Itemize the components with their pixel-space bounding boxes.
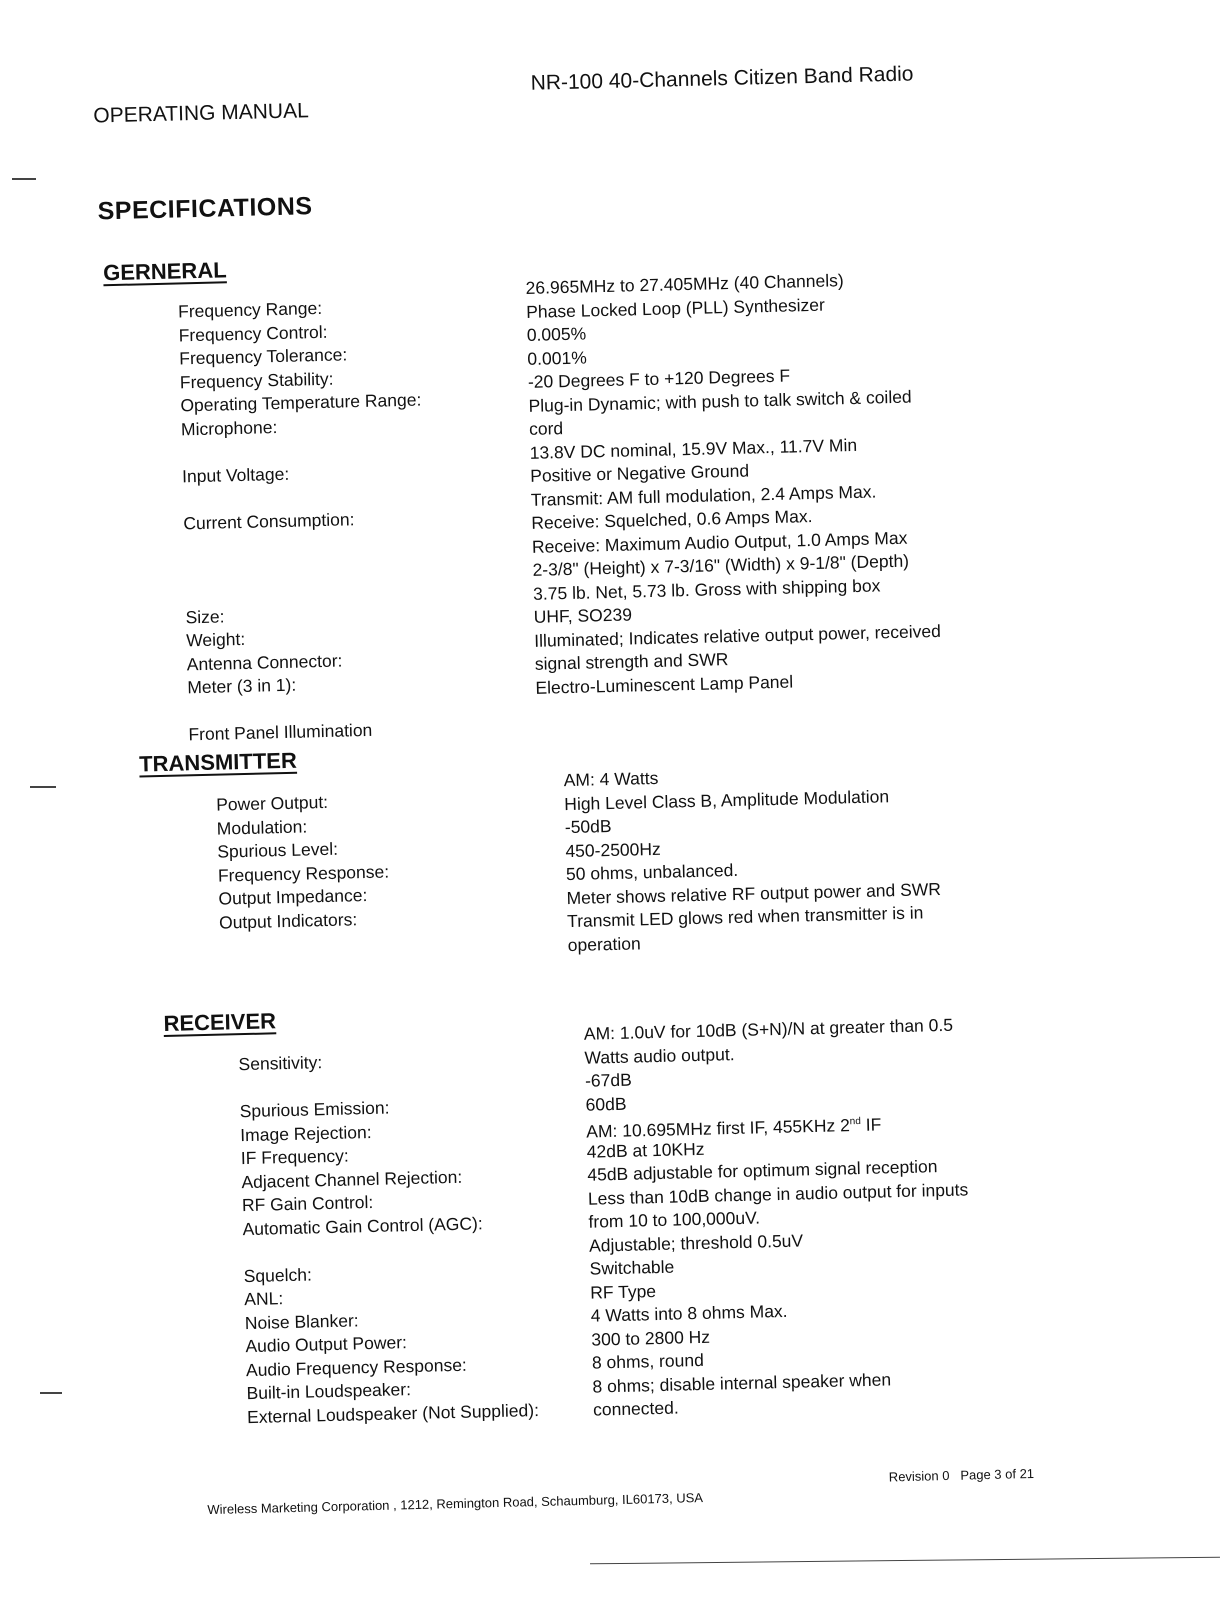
general-value: 26.965MHz to 27.405MHz (40 Channels) — [525, 270, 844, 298]
receiver-value: -67dB — [584, 1069, 632, 1091]
general-value: Illuminated; Indicates relative output power, received — [534, 620, 942, 651]
receiver-label: Noise Blanker: — [244, 1309, 359, 1333]
receiver-label: Audio Frequency Response: — [245, 1354, 468, 1380]
general-value: 0.005% — [526, 323, 587, 345]
receiver-label: Adjacent Channel Rejection: — [241, 1166, 463, 1192]
general-label: Operating Temperature Range: — [180, 389, 422, 416]
receiver-label: Spurious Emission: — [239, 1097, 390, 1122]
general-value: Receive: Squelched, 0.6 Amps Max. — [531, 506, 813, 533]
header-left: OPERATING MANUAL — [93, 99, 310, 128]
receiver-value: 45dB adjustable for optimum signal reception — [587, 1156, 938, 1185]
transmitter-value: AM: 4 Watts — [563, 767, 659, 791]
receiver-value: Switchable — [589, 1256, 675, 1279]
transmitter-label: Power Output: — [215, 791, 329, 815]
general-labels — [178, 295, 430, 747]
receiver-value: 42dB at 10KHz — [586, 1138, 705, 1162]
receiver-label: Audio Output Power: — [245, 1332, 408, 1357]
general-label: Frequency Control: — [178, 321, 328, 345]
receiver-value: RF Type — [589, 1280, 657, 1303]
transmitter-value: operation — [567, 932, 641, 955]
transmitter-label: Frequency Response: — [217, 860, 390, 886]
general-value: 0.001% — [527, 346, 587, 369]
if-frequency-text: AM: 10.695MHz first IF, 455KHz 2 — [586, 1115, 851, 1142]
receiver-label: Squelch: — [243, 1263, 313, 1286]
receiver-label: Automatic Gain Control (AGC): — [242, 1212, 483, 1239]
transmitter-value: Meter shows relative RF output power and SWR — [566, 878, 942, 908]
receiver-label: Sensitivity: — [238, 1052, 323, 1075]
receiver-value: 4 Watts into 8 ohms Max. — [590, 1300, 788, 1326]
transmitter-value: 50 ohms, unbalanced. — [565, 859, 739, 885]
general-value: 3.75 lb. Net, 5.73 lb. Gross with shipping box — [532, 574, 881, 604]
transmitter-label: Output Indicators: — [218, 908, 358, 933]
page-title: SPECIFICATIONS — [97, 192, 313, 226]
transmitter-label: Spurious Level: — [217, 838, 339, 862]
general-value: signal strength and SWR — [534, 649, 729, 674]
general-values — [525, 267, 942, 700]
transmitter-heading: TRANSMITTER — [138, 747, 298, 777]
receiver-value: connected. — [592, 1397, 679, 1420]
receiver-value: Adjustable; threshold 0.5uV — [588, 1229, 804, 1256]
receiver-value: 8 ohms, round — [591, 1349, 705, 1373]
general-label: Front Panel Illumination — [188, 719, 373, 745]
general-label: Frequency Tolerance: — [179, 344, 348, 369]
transmitter-value: High Level Class B, Amplitude Modulation — [564, 785, 890, 814]
general-label: Weight: — [185, 628, 246, 651]
scan-mark — [30, 786, 56, 788]
receiver-heading: RECEIVER — [163, 1008, 277, 1037]
footer-revision — [889, 1466, 1035, 1485]
transmitter-label: Output Impedance: — [218, 885, 368, 909]
general-value: cord — [528, 418, 564, 439]
receiver-label: ANL: — [244, 1288, 284, 1310]
general-value: Receive: Maximum Audio Output, 1.0 Amps Max — [531, 527, 908, 557]
transmitter-value: 450-2500Hz — [565, 838, 661, 861]
receiver-value: AM: 1.0uV for 10dB (S+N)/N at greater than 0.5 — [583, 1014, 954, 1044]
general-label: Size: — [185, 605, 225, 627]
transmitter-labels — [216, 789, 391, 934]
general-label: Frequency Range: — [177, 297, 323, 322]
general-value: Electro-Luminescent Lamp Panel — [535, 671, 794, 698]
receiver-label: Built-in Loudspeaker: — [246, 1379, 412, 1404]
receiver-labels — [238, 1046, 539, 1429]
if-tail: IF — [860, 1114, 882, 1135]
receiver-label: Image Rejection: — [240, 1121, 372, 1145]
transmitter-value: -50dB — [564, 816, 612, 838]
scan-mark — [40, 1392, 62, 1394]
general-value: Phase Locked Loop (PLL) Synthesizer — [525, 294, 826, 322]
general-label: Meter (3 in 1): — [187, 674, 297, 698]
general-value: Positive or Negative Ground — [530, 460, 750, 486]
revision-label: Revision 0 — [888, 1467, 950, 1485]
header-right: NR-100 40-Channels Citizen Band Radio — [530, 62, 914, 95]
receiver-value: from 10 to 100,000uV. — [588, 1207, 761, 1232]
if-superscript: nd — [849, 1116, 861, 1128]
receiver-value: Watts audio output. — [584, 1043, 735, 1068]
receiver-values — [584, 1013, 974, 1422]
general-label: Current Consumption: — [183, 508, 355, 533]
footer-address: Wireless Marketing Corporation , 1212, Remington Road, Schaumburg, IL60173, USA — [207, 1489, 704, 1518]
general-value: Transmit: AM full modulation, 2.4 Amps Max. — [530, 480, 877, 510]
receiver-value: 300 to 2800 Hz — [591, 1326, 711, 1350]
receiver-label: IF Frequency: — [240, 1145, 350, 1169]
receiver-label: RF Gain Control: — [241, 1191, 374, 1216]
general-value: UHF, SO239 — [533, 604, 633, 627]
page-number: Page 3 of 21 — [960, 1465, 1035, 1483]
scan-mark — [12, 178, 36, 180]
general-label: Microphone: — [180, 416, 278, 439]
transmitter-value: Transmit LED glows red when transmitter is in — [566, 902, 924, 932]
receiver-value: 60dB — [585, 1093, 627, 1115]
general-value: 13.8V DC nominal, 15.9V Max., 11.7V Min — [529, 434, 858, 463]
general-value: 2-3/8" (Height) x 7-3/16" (Width) x 9-1/8" (Depth) — [532, 550, 910, 580]
general-label: Antenna Connector: — [186, 650, 343, 674]
transmitter-values — [563, 760, 942, 957]
transmitter-label: Modulation: — [216, 815, 308, 839]
receiver-label: External Loudspeaker (Not Supplied): — [246, 1399, 540, 1427]
receiver-value: Less than 10dB change in audio output for inputs — [587, 1178, 969, 1209]
general-label: Input Voltage: — [181, 463, 290, 486]
general-heading: GERNERAL — [102, 257, 227, 286]
general-value: -20 Degrees F to +120 Degrees F — [527, 365, 791, 392]
general-label: Frequency Stability: — [179, 368, 334, 392]
general-value: Plug-in Dynamic; with push to talk switch & coiled — [528, 386, 912, 416]
receiver-value: 8 ohms; disable internal speaker when — [592, 1368, 892, 1397]
